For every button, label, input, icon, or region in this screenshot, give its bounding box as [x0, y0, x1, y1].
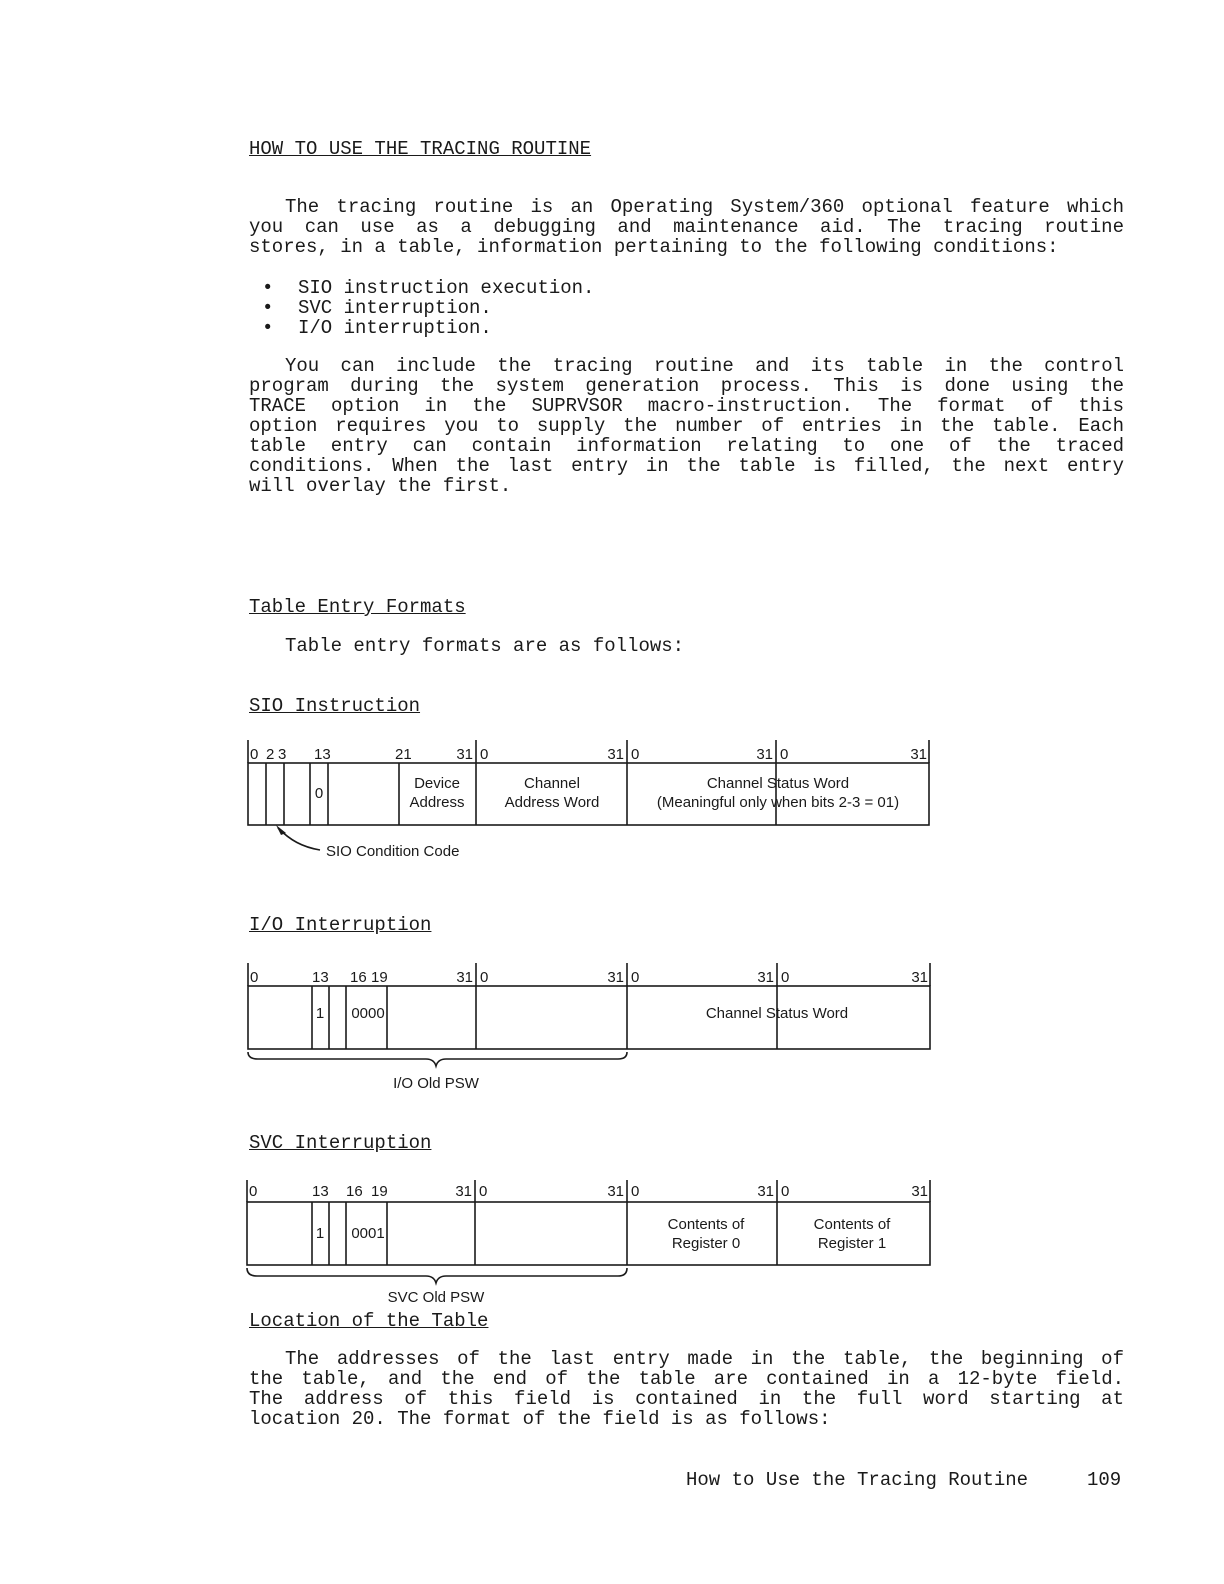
bit-label: 3 — [278, 746, 287, 763]
sio-condition-code-label: SIO Condition Code — [326, 843, 460, 860]
bit-label: 13 — [312, 1183, 329, 1200]
list-item: • I/O interruption. — [262, 318, 594, 338]
register-0-label: Register 0 — [671, 1235, 741, 1252]
io-csw-label: Channel Status Word — [705, 1005, 849, 1022]
bit-label: 31 — [455, 1183, 472, 1200]
io-code: 0000 — [351, 1005, 385, 1022]
bit-label: 13 — [314, 746, 331, 763]
svc-format-diagram — [240, 1172, 940, 1312]
intro-paragraph — [249, 197, 1124, 257]
bit-label: 31 — [607, 1183, 624, 1200]
svc-heading: SVC Interruption — [249, 1132, 432, 1154]
io-heading: I/O Interruption — [249, 914, 432, 936]
footer-title: How to Use the Tracing Routine — [686, 1469, 1029, 1491]
register-0-label: Contents of — [667, 1216, 745, 1233]
bit-label: 0 — [781, 1183, 790, 1200]
intro-line: stores, in a table, information pertaining to the following conditions: — [249, 236, 1059, 258]
io-brace — [248, 1052, 627, 1066]
location-heading: Location of the Table — [249, 1310, 489, 1332]
condition-list — [262, 278, 594, 338]
location-line: The addresses of the last entry made in the table, the beginning of — [285, 1348, 1124, 1370]
svc-brace — [247, 1268, 627, 1283]
bit-label: 19 — [371, 969, 388, 986]
register-1-label: Contents of — [813, 1216, 891, 1233]
caw-label: Channel — [524, 775, 580, 792]
io-psw-label: I/O Old PSW — [393, 1075, 479, 1092]
bit-label: 0 — [631, 969, 640, 986]
location-line: the table, and the end of the table are contained in a 12-byte field. — [249, 1368, 1124, 1390]
bit-label: 0 — [781, 969, 790, 986]
trace-line: will overlay the first. — [249, 475, 512, 497]
trace-line: TRACE option in the SUPRVSOR macro-instruction. The format of this — [249, 395, 1124, 417]
svc-psw-label: SVC Old PSW — [387, 1289, 485, 1306]
page-number: 109 — [1087, 1469, 1122, 1491]
caw-label: Address Word — [504, 794, 600, 811]
svc-frame — [247, 1202, 930, 1265]
bit-label: 0 — [631, 1183, 640, 1200]
io-format-diagram — [240, 958, 940, 1098]
device-address-label: Address — [409, 794, 465, 811]
bit-label: 13 — [312, 969, 329, 986]
bit-label: 31 — [910, 746, 927, 763]
svc-one-bit: 1 — [315, 1225, 325, 1242]
bit-label: 31 — [607, 969, 624, 986]
bit-label: 2 — [266, 746, 275, 763]
arrow-icon — [276, 825, 286, 835]
bit-label: 16 — [346, 1183, 363, 1200]
trace-line: You can include the tracing routine and its table in the control — [285, 355, 1124, 377]
location-line: location 20. The format of the field is as follows: — [249, 1408, 831, 1430]
bit-label: 31 — [757, 969, 774, 986]
location-paragraph — [249, 1349, 1124, 1429]
trace-paragraph — [249, 356, 1124, 496]
sio-zero-bit: 0 — [314, 785, 324, 802]
device-address-label: Device — [414, 775, 460, 792]
bit-label: 31 — [756, 746, 773, 763]
intro-line: you can use as a debugging and maintenance aid. The tracing routine — [249, 216, 1124, 238]
csw-label: Channel Status Word — [706, 775, 850, 792]
bit-label: 31 — [607, 746, 624, 763]
list-item: • SIO instruction execution. — [262, 278, 594, 298]
trace-line: option requires you to supply the number of entries in the table. Each — [249, 415, 1124, 437]
sio-pointer-line — [278, 828, 320, 850]
bit-label: 0 — [631, 746, 640, 763]
trace-line: table entry can contain information relating to one of the traced — [249, 435, 1124, 457]
svc-code: 0001 — [351, 1225, 385, 1242]
trace-line: conditions. When the last entry in the table is filled, the next entry — [249, 455, 1124, 477]
sio-format-diagram — [240, 735, 940, 870]
section-heading: HOW TO USE THE TRACING ROUTINE — [249, 138, 592, 160]
register-1-label: Register 1 — [817, 1235, 887, 1252]
table-entry-intro: Table entry formats are as follows: — [285, 635, 685, 657]
csw-note: (Meaningful only when bits 2-3 = 01) — [656, 794, 900, 811]
sio-heading: SIO Instruction — [249, 695, 421, 717]
bit-label: 31 — [456, 969, 473, 986]
bit-label: 0 — [480, 969, 489, 986]
bit-label: 0 — [780, 746, 789, 763]
location-line: The address of this field is contained in the full word starting at — [249, 1388, 1124, 1410]
bit-label: 0 — [250, 746, 259, 763]
bit-label: 0 — [249, 1183, 258, 1200]
bit-label: 31 — [911, 1183, 928, 1200]
bit-label: 16 — [350, 969, 367, 986]
trace-line: program during the system generation process. This is done using the — [249, 375, 1124, 397]
bit-label: 21 — [395, 746, 412, 763]
bit-label: 0 — [250, 969, 259, 986]
bit-label: 0 — [480, 746, 489, 763]
table-entry-heading: Table Entry Formats — [249, 596, 466, 618]
bit-label: 0 — [479, 1183, 488, 1200]
bit-label: 31 — [757, 1183, 774, 1200]
list-item: • SVC interruption. — [262, 298, 594, 318]
bit-label: 31 — [911, 969, 928, 986]
bit-label: 31 — [456, 746, 473, 763]
bit-label: 19 — [371, 1183, 388, 1200]
io-one-bit: 1 — [315, 1005, 325, 1022]
intro-line: The tracing routine is an Operating System/360 optional feature which — [285, 196, 1124, 218]
